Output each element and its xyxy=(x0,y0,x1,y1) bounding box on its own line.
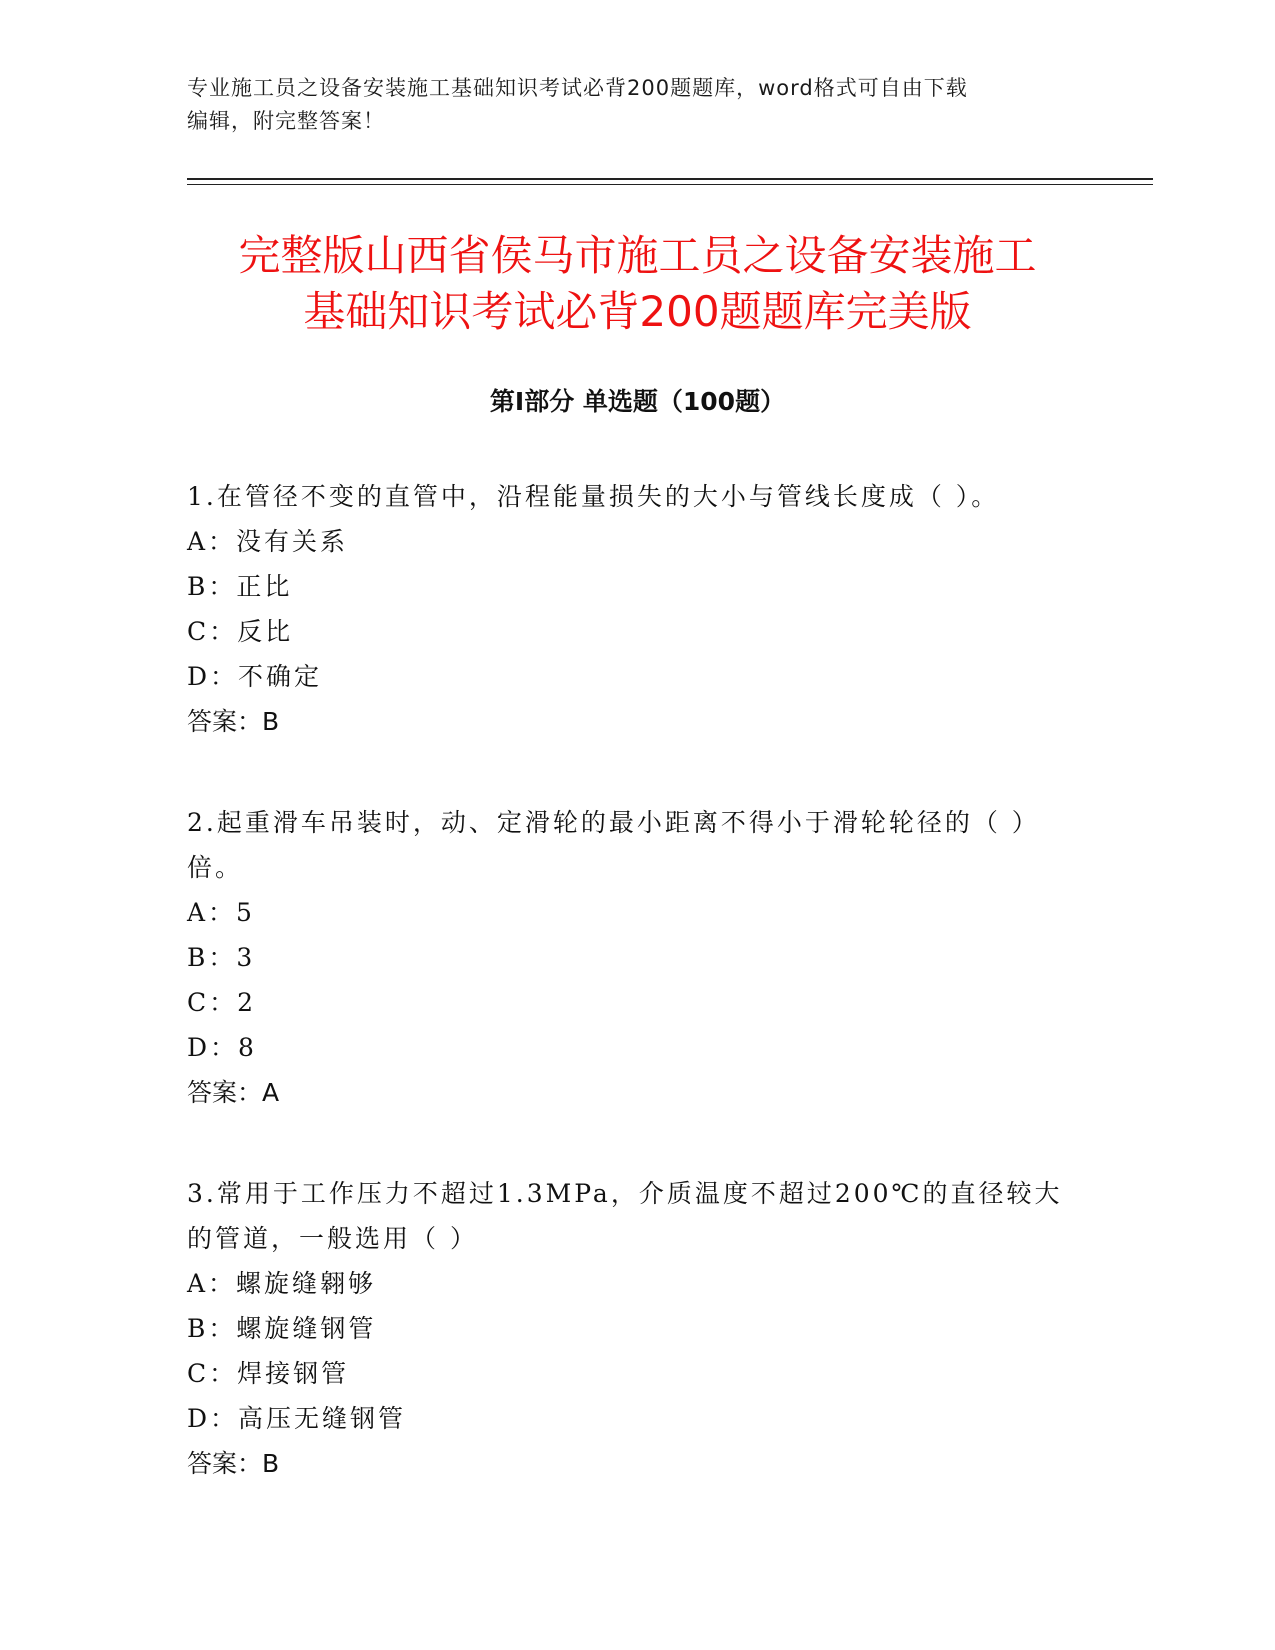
option-a: A：5 xyxy=(187,898,255,927)
header-divider-thick xyxy=(187,178,1153,180)
option-a: A：螺旋缝翱够 xyxy=(187,1269,377,1298)
question-3 xyxy=(187,1171,1087,1486)
question-stem xyxy=(187,1171,1087,1261)
document-title-line-2: 基础知识考试必背200题题库完美版 xyxy=(303,287,972,336)
question-stem-line-2: 倍。 xyxy=(187,853,244,882)
answer-label: 答案：B xyxy=(187,707,280,736)
question-stem-line-1: 2.起重滑车吊装时，动、定滑轮的最小距离不得小于滑轮轮径的（ ） xyxy=(187,808,1040,837)
header-note-line-1: 专业施工员之设备安装施工基础知识考试必背200题题库，word格式可自由下载 xyxy=(187,76,968,100)
option-a: A：没有关系 xyxy=(187,527,349,556)
document-title xyxy=(150,228,1125,340)
header-divider-thin xyxy=(187,184,1153,185)
question-stem xyxy=(187,474,1087,519)
header-note-line-2: 编辑，附完整答案！ xyxy=(187,109,385,133)
question-stem-line-1: 3.常用于工作压力不超过1.3MPa，介质温度不超过200℃的直径较大 xyxy=(187,1179,1063,1208)
question-stem-line-1: 1.在管径不变的直管中，沿程能量损失的大小与管线长度成（ ）。 xyxy=(187,482,1000,511)
question-2 xyxy=(187,800,1087,1115)
section-title: 第Ⅰ部分 单选题（100题） xyxy=(489,387,786,416)
answer-label: 答案：A xyxy=(187,1078,280,1107)
option-c: C：焊接钢管 xyxy=(187,1359,350,1388)
question-1 xyxy=(187,474,1087,744)
question-stem xyxy=(187,800,1087,890)
document-title-line-1: 完整版山西省侯马市施工员之设备安装施工 xyxy=(238,231,1037,280)
option-c: C：2 xyxy=(187,988,257,1017)
option-b: B：3 xyxy=(187,943,256,972)
option-b: B：螺旋缝钢管 xyxy=(187,1314,377,1343)
option-d: D：8 xyxy=(187,1033,257,1062)
answer-label: 答案：B xyxy=(187,1449,280,1478)
option-d: D：高压无缝钢管 xyxy=(187,1404,407,1433)
question-list xyxy=(187,474,1087,1542)
option-b: B：正比 xyxy=(187,572,293,601)
option-c: C：反比 xyxy=(187,617,294,646)
question-stem-line-2: 的管道，一般选用（ ） xyxy=(187,1224,478,1253)
header-note xyxy=(187,72,1087,138)
option-d: D：不确定 xyxy=(187,662,323,691)
